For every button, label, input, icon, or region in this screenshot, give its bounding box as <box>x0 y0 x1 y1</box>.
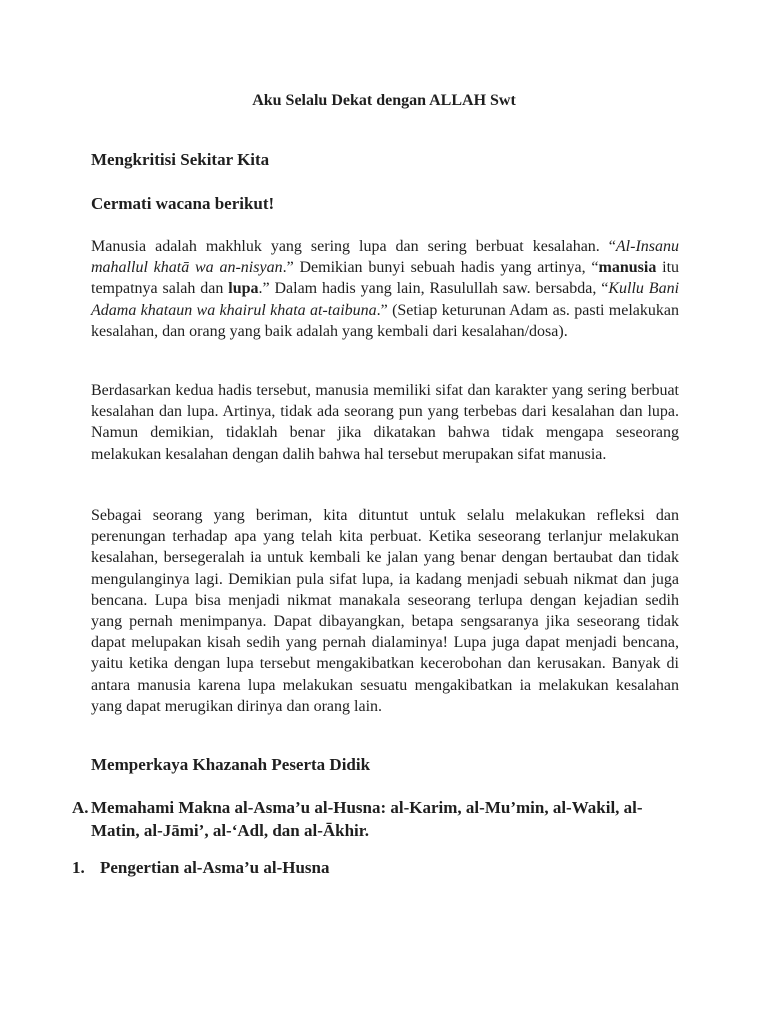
item-1-marker: 1. <box>72 858 85 877</box>
item-1-text: Pengertian al-Asma’u al-Husna <box>100 858 330 877</box>
section-a-text: Memahami Makna al-Asma’u al-Husna: al-Karim, al-Mu’min, al-Wakil, al-Matin, al-Jāmi’, al-‘Adl, dan al-Ākhir. <box>91 798 643 840</box>
paragraph-2: Berdasarkan kedua hadis tersebut, manusia memiliki sifat dan karakter yang sering berbuat kesalahan dan lupa. Artinya, tidak ada seorang pun yang terbebas dari kesalahan dan lupa. Namun demikian, tidaklah benar jika dikatakan bahwa tidak mengapa seseorang melakukan kesalahan dengan dalih bahwa hal tersebut merupakan sifat manusia. <box>91 382 679 463</box>
heading-memperkaya: Memperkaya Khazanah Peserta Didik <box>91 755 371 774</box>
paragraph-1-text: Manusia adalah makhluk yang sering lupa dan sering berbuat kesalahan. “ <box>91 238 616 255</box>
section-a-marker: A. <box>72 798 89 817</box>
paragraph-1-text: .” Dalam hadis yang lain, Rasulullah saw. bersabda, “ <box>258 280 609 298</box>
bold-term-lupa: lupa <box>228 280 259 298</box>
section-a-heading <box>72 796 679 842</box>
item-1-heading <box>72 858 330 878</box>
paragraph-1 <box>91 236 679 342</box>
hadith-quote-1: Al-Insanu mahallul khatā wa an-nisyan <box>91 238 679 277</box>
paragraph-3: Sebagai seorang yang beriman, kita dituntut untuk selalu melakukan refleksi dan perenungan terhadap apa yang telah kita perbuat. Ketika seseorang terlanjur melakukan kesalahan, bersegeralah ia untuk kembali ke jalan yang benar dengan bertaubat dan tidak mengulanginya lagi. Demikian pula sifat lupa, ia kadang menjadi sebuah nikmat dan juga bencana. Lupa bisa menjadi nikmat manakala seseorang terlupa dengan kejadian sedih yang pernah menimpanya. Dapat dibayangkan, betapa sengsaranya jika seseorang tidak dapat melupakan kisah sedih yang pernah dialaminya! Lupa juga dapat menjadi bencana, yaitu ketika dengan lupa tersebut mengakibatkan kecerobohan dan kerusakan. Banyak di antara manusia karena lupa melakukan sesuatu mengakibatkan ia melakukan kesalahan yang dapat merugikan dirinya dan orang lain. <box>91 507 679 715</box>
paragraph-1-text: itu tempatnya salah dan <box>91 259 680 298</box>
paragraph-1-text: .” (Setiap keturunan Adam as. pasti melakukan kesalahan, dan orang yang baik adalah yang kembali dari kesalahan/dosa). <box>91 301 679 340</box>
document-title: Aku Selalu Dekat dengan ALLAH Swt <box>252 92 516 109</box>
heading-cermati: Cermati wacana berikut! <box>91 194 275 213</box>
paragraph-1-text: .” Demikian bunyi sebuah hadis yang artinya, “ <box>282 259 599 277</box>
hadith-quote-2: Kullu Bani Adama khataun wa khairul khata at-taibuna <box>91 280 680 319</box>
heading-mengkritisi: Mengkritisi Sekitar Kita <box>91 150 270 169</box>
bold-term-manusia: manusia <box>598 259 657 277</box>
